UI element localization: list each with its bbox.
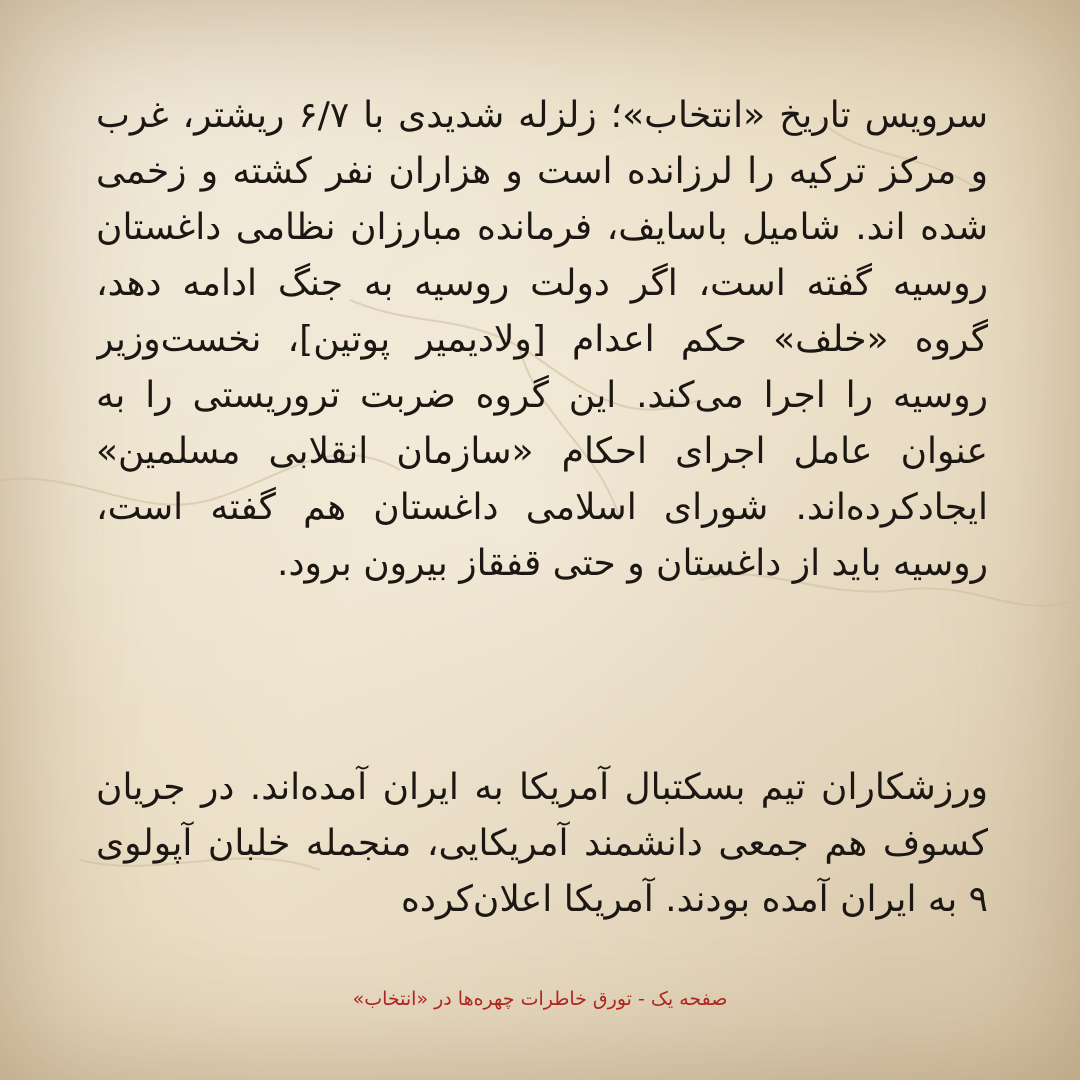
article-paragraph-1: سرویس تاریخ «انتخاب»؛ زلزله شدیدی با ۶/۷ ریشتر، غرب و مرکز ترکیه را لرزانده است و هزاران نفر کشته و زخمی شده اند. شامیل باسایف، فرمانده مبارزان نظامی داغستان روسیه گفته است، اگر دولت روسیه به جنگ ادامه دهد، گروه «خلف» حکم اعدام [ولادیمیر پوتین]، نخست‌وزیر روسیه را اجرا می‌کند. این گروه ضربت تروریستی را به عنوان عامل اجرای احکام «سازمان انقلابی مسلمین» ایجادکرده‌اند. شورای اسلامی داغستان هم گفته است، روسیه باید از داغستان و حتی قفقاز بیرون برود. — [96, 95, 988, 584]
paragraph-gap — [96, 704, 988, 760]
footer-caption: صفحه یک - تورق خاطرات چهره‌ها در «انتخاب» — [352, 988, 728, 1010]
article-paragraph-2: ورزشکاران تیم بسکتبال آمریکا به ایران آمده‌اند. در جریان کسوف هم جمعی دانشمند آمریکایی، منجمله خلبان آپولوی ۹ به ایران آمده بودند. آمریکا اعلان‌کرده — [96, 767, 988, 920]
article-body — [96, 88, 988, 928]
